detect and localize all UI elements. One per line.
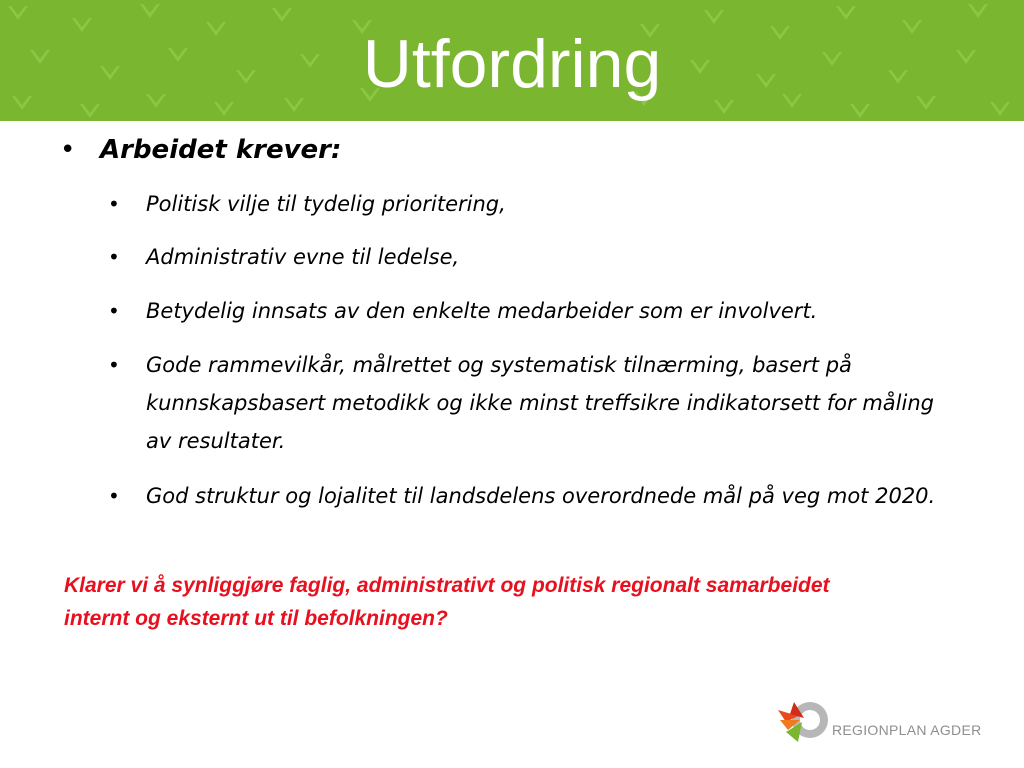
- logo-arrows-icon: [776, 692, 832, 750]
- slide-content: [0, 121, 1024, 641]
- sub-bullet-item: [108, 477, 938, 515]
- sub-bullet-item: [108, 238, 938, 276]
- bullet-marker: •: [108, 192, 120, 216]
- regionplan-agder-logo: [776, 692, 1006, 752]
- sub-bullet-text: Betydelig innsats av den enkelte medarbeider som er involvert.: [146, 299, 818, 323]
- bullet-marker: •: [108, 353, 120, 377]
- sub-bullet-item: [108, 346, 938, 460]
- sub-bullet-item: [108, 185, 938, 223]
- closing-question: Klarer vi å synliggjøre faglig, administrativt og politisk regionalt samarbeidet internt og eksternt ut til befolkningen?: [64, 574, 830, 630]
- title-banner: [0, 0, 1024, 121]
- heading-text: Arbeidet krever:: [100, 135, 342, 165]
- bullet-marker: •: [108, 484, 120, 508]
- bullet-marker: •: [60, 135, 76, 165]
- sub-bullet-text: God struktur og lojalitet til landsdelens overordnede mål på veg mot 2020.: [146, 484, 936, 508]
- sub-bullet-item: [108, 292, 938, 330]
- logo-text: REGIONPLAN AGDER: [832, 722, 982, 738]
- sub-bullet-text: Administrativ evne til ledelse,: [146, 245, 460, 269]
- bullet-marker: •: [108, 245, 120, 269]
- sub-bullet-text: Gode rammevilkår, målrettet og systematisk tilnærming, basert på kunnskapsbasert metodikk og ikke minst treffsikre indikatorsett for måling av resultater.: [146, 353, 934, 453]
- slide-title: Utfordring: [362, 26, 662, 102]
- sub-bullet-text: Politisk vilje til tydelig prioritering,: [146, 192, 506, 216]
- bullet-marker: •: [108, 299, 120, 323]
